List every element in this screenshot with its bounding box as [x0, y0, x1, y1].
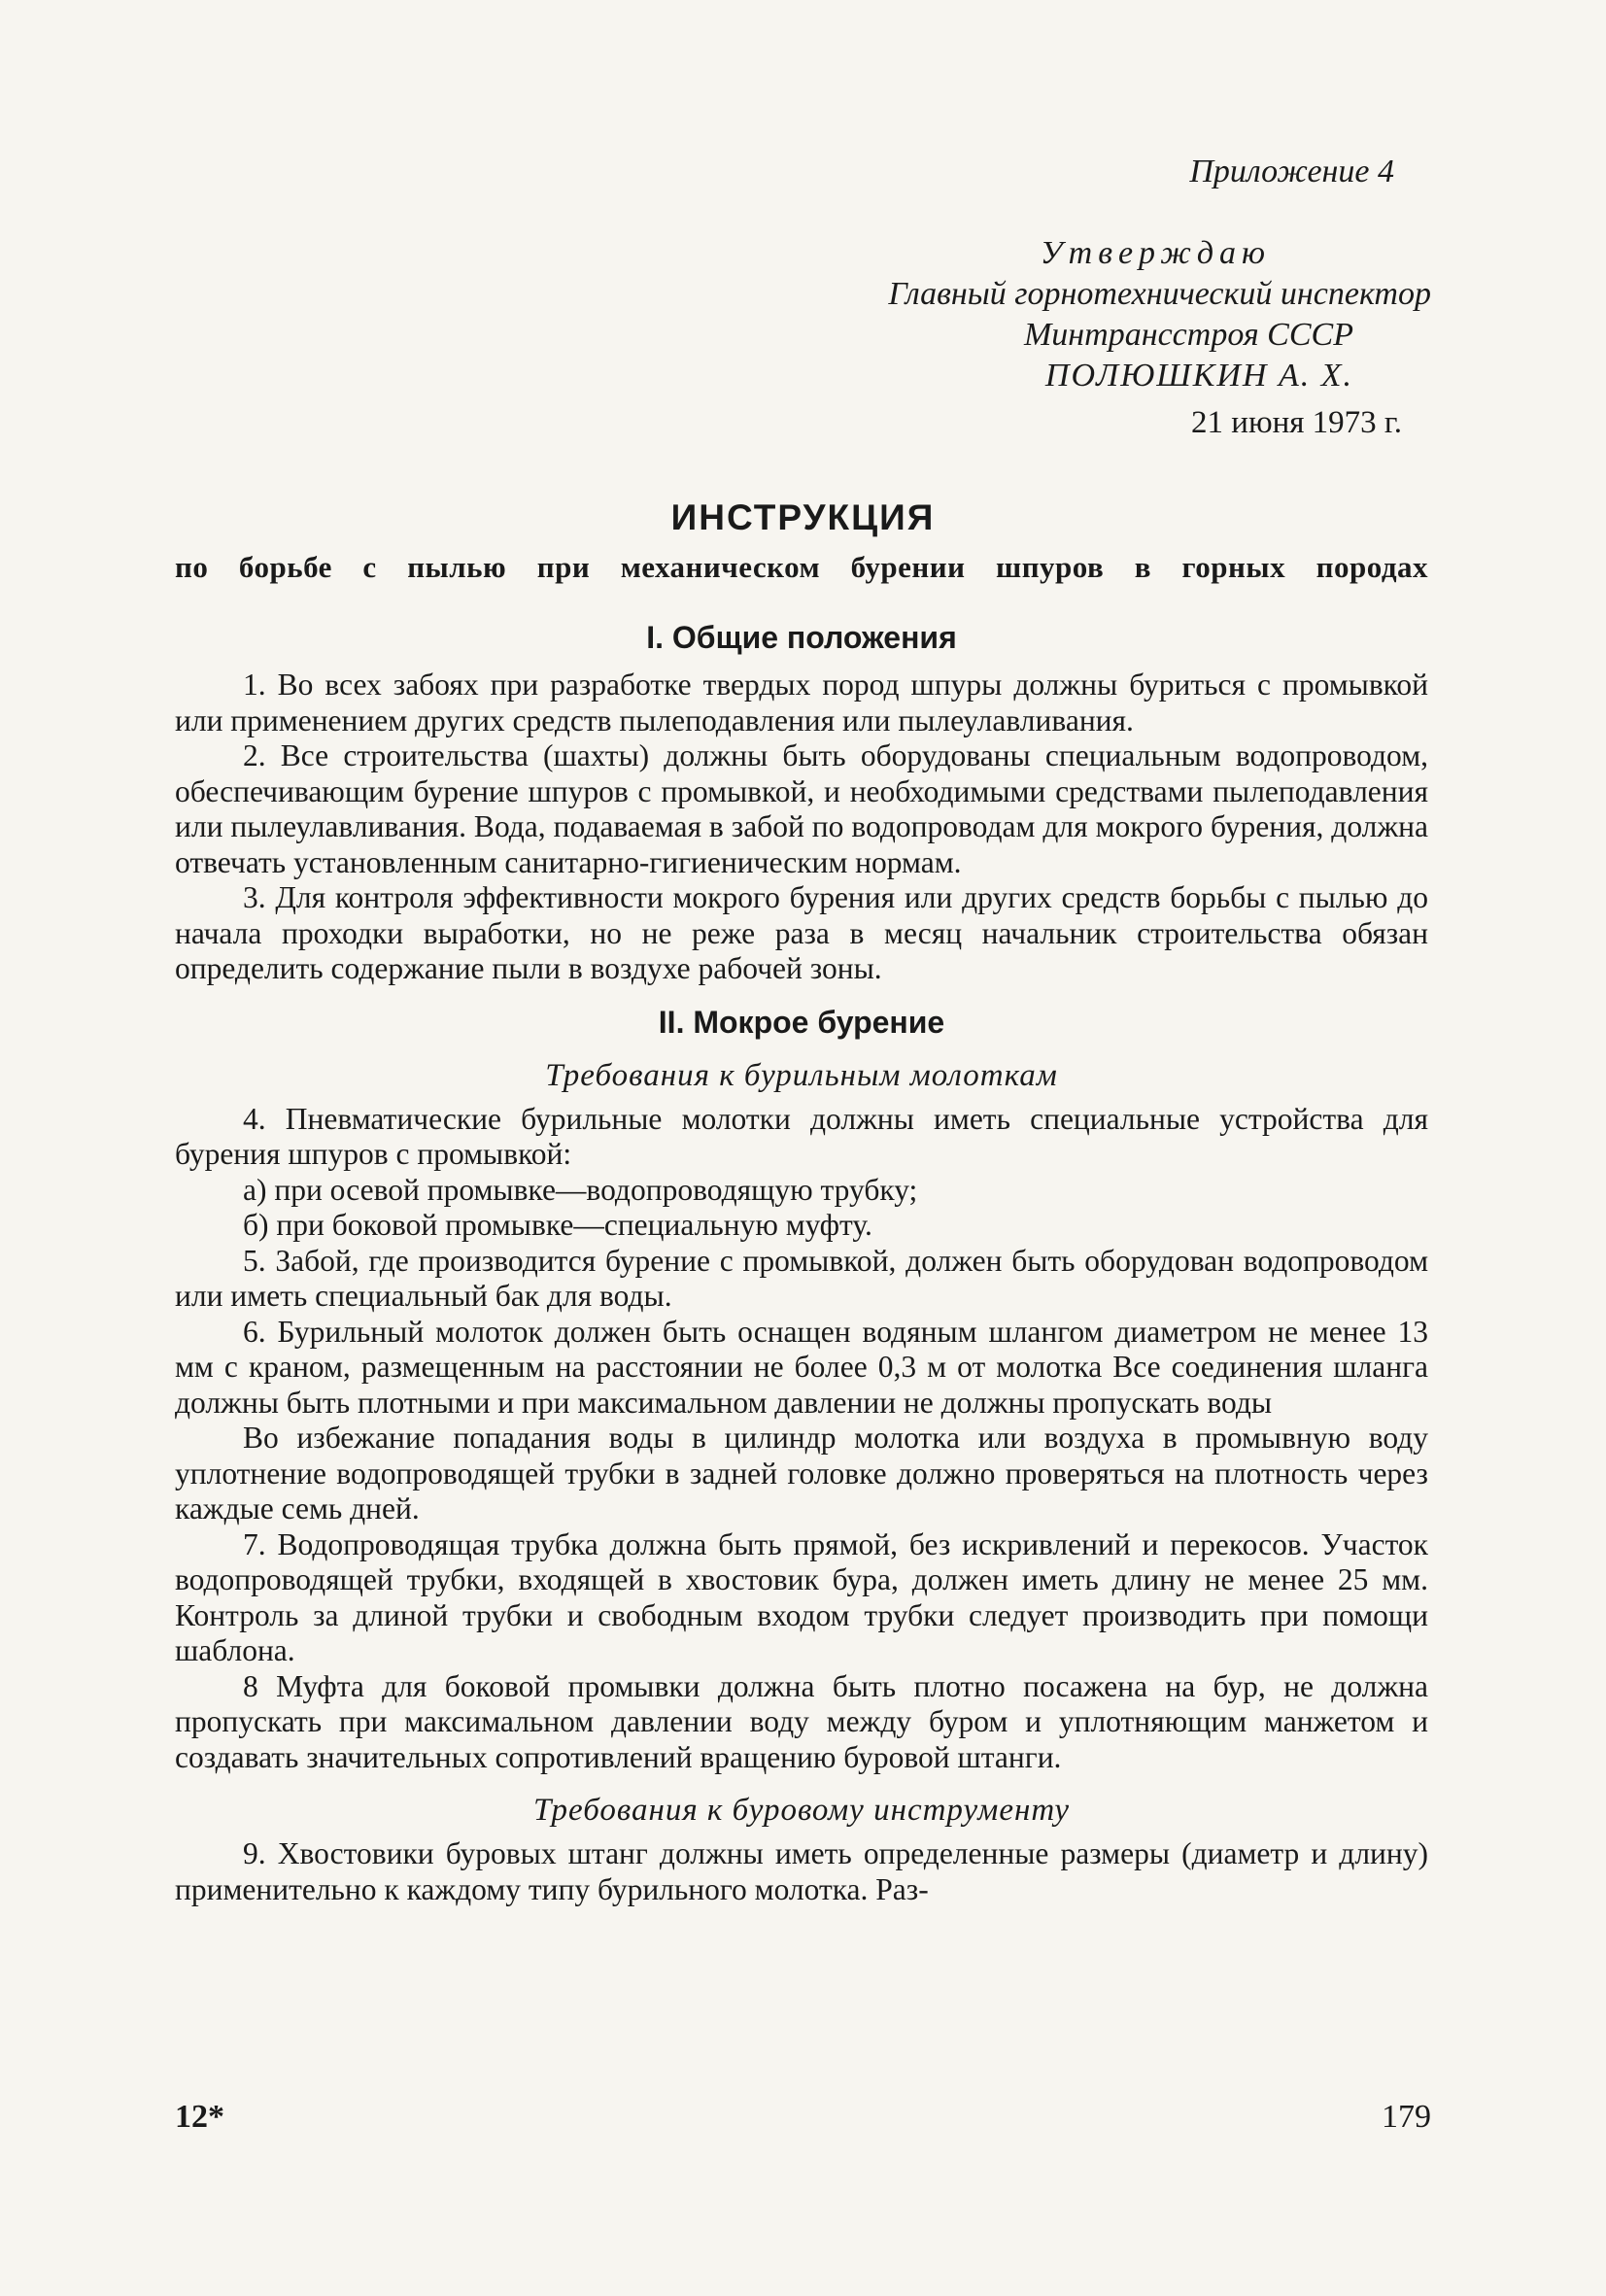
paragraph-5: 5. Забой, где производится бурение с промывкой, должен быть оборудован водопроводом или иметь специальный бак для воды. — [175, 1243, 1428, 1313]
paragraph-6: 6. Бурильный молоток должен быть оснащен водяным шлангом диаметром не менее 13 мм с краном, размещенным на расстоянии не более 0,3 м от молотка Все соединения шланга должны быть плотными и при максимальном давлении не должны пропускать воды — [175, 1314, 1428, 1420]
subheading-tools: Требования к буровому инструменту — [532, 1793, 1071, 1828]
paragraph-7: 7. Водопроводящая трубка должна быть прямой, без искривлений и перекосов. Участок водопроводящей трубки, входящей в хвостовик бура, должен иметь длину не менее 25 мм. Контроль за длиной трубки и свободным входом трубки следует производить при помощи шаблона. — [175, 1526, 1428, 1667]
approval-block — [751, 233, 1431, 443]
paragraph-6b: Во избежание попадания воды в цилиндр молотка или воздуха в промывную воду уплотнение водопроводящей трубки в задней головке должно проверяться на плотность через каждые семь дней. — [175, 1421, 1428, 1525]
section-heading-wet-drilling: II. Мокрое бурение — [658, 1004, 945, 1040]
section-heading-general: I. Общие положения — [646, 620, 957, 655]
approver-name: ПОЛЮШКИН А. Х. — [1044, 358, 1353, 394]
paragraph-8: 8 Муфта для боковой промывки должна быть плотно посажена на бур, не должна пропускать при максимальном давлении воду между буром и уплотняющим манжетом и создавать значительных сопротивлений вращению буровой штанги. — [175, 1668, 1428, 1774]
paragraph-2: 2. Все строительства (шахты) должны быть оборудованы специальным водопроводом, обеспечивающим бурение шпуров с промывкой, и необходимыми средствами пылеподавления или пылеулавливания. Вода, подаваемая в забой по водопроводам для мокрого бурения, должна отвечать установленным санитарно-гигиеническим нормам. — [175, 738, 1428, 879]
approval-date: 21 июня 1973 г. — [1191, 405, 1402, 440]
paragraph-4: 4. Пневматические бурильные молотки должны иметь специальные устройства для бурения шпуров с промывкой: — [175, 1101, 1428, 1171]
paragraph-4a: а) при осевой промывке—водопроводящую трубку; — [243, 1172, 918, 1207]
approver-title: Главный горнотехнический инспектор — [888, 276, 1431, 312]
approve-word: Утверждаю — [1040, 235, 1271, 271]
subheading-hammers: Требования к бурильным молоткам — [545, 1057, 1058, 1093]
paragraph-9: 9. Хвостовики буровых штанг должны иметь определенные размеры (диаметр и длину) применительно к каждому типу бурильного молотка. Раз- — [175, 1836, 1428, 1906]
document-title: ИНСТРУКЦИЯ — [670, 497, 936, 537]
appendix-label: Приложение 4 — [1189, 154, 1394, 189]
paragraph-3: 3. Для контроля эффективности мокрого бурения или других средств борьбы с пылью до начала проходки выработки, но не реже раза в месяц начальник строительства обязан определить содержание пыли в воздухе рабочей зоны. — [175, 880, 1428, 985]
document-subtitle: по борьбе с пылью при механическом бурении шпуров в горных породах — [175, 550, 1428, 584]
ministry-name: Минтрансстроя СССР — [1023, 317, 1353, 353]
page-number: 179 — [1382, 2099, 1431, 2135]
paragraph-4b: б) при боковой промывке—специальную муфту. — [243, 1208, 872, 1242]
document-body — [175, 602, 1428, 1907]
paragraph-1: 1. Во всех забоях при разработке твердых пород шпуры должны буриться с промывкой или применением других средств пылеподавления или пылеулавливания. — [175, 668, 1428, 737]
signature-mark: 12* — [175, 2099, 224, 2135]
